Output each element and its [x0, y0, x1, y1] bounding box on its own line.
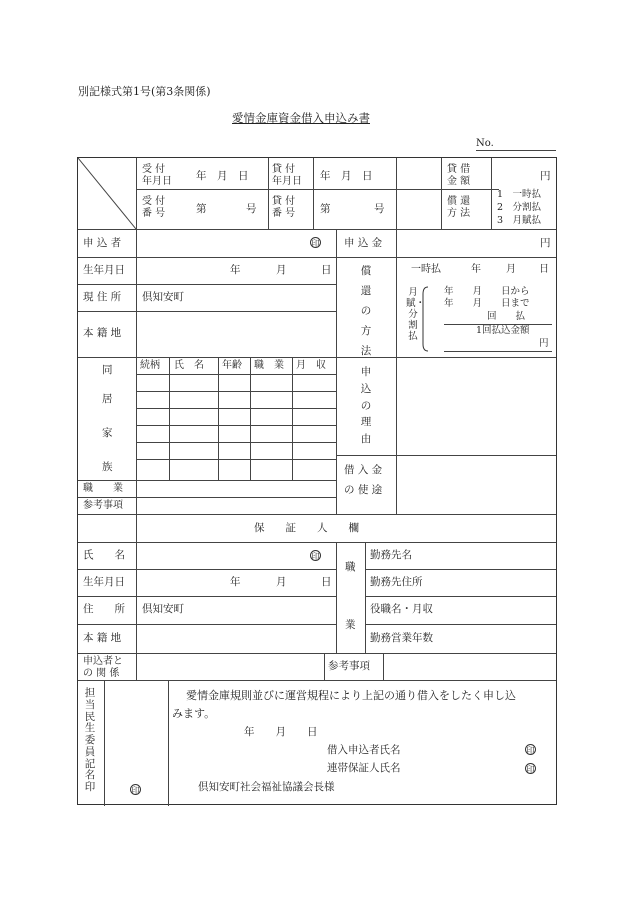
per-payment-label: 1回払込金額 [476, 325, 530, 336]
per-payment-yen: 円 [539, 338, 549, 349]
col-line [491, 158, 492, 229]
honseki-label: 本 籍 地 [83, 327, 122, 339]
statement-line-1: 愛情金庫規則並びに運営規程により上記の通り借入をしたく申し込 [186, 689, 516, 702]
reason-field[interactable] [398, 359, 554, 455]
installment-label: 月賦・分割払 [406, 287, 426, 343]
col-income: 月 収 [296, 360, 326, 371]
application-form [77, 157, 557, 805]
amount-label: 申 込 金 [344, 237, 383, 249]
addressee: 倶知安町社会福祉協議会長様 [198, 781, 335, 793]
col-line [396, 158, 397, 229]
row-line [78, 514, 556, 515]
family-row-line [136, 425, 336, 426]
guarantor-honseki-label: 本 籍 地 [83, 632, 122, 644]
row-line [78, 284, 336, 285]
row-line [365, 596, 556, 597]
uketsuke-dai: 第 [196, 203, 207, 215]
applicant-seal-mark: 印 [311, 239, 320, 248]
col-line [441, 158, 442, 229]
row-line [78, 569, 336, 570]
col-line [268, 158, 269, 229]
applicant-label: 申 込 者 [83, 237, 122, 249]
row-line [78, 542, 556, 543]
row-line [78, 497, 336, 498]
col-line [336, 229, 337, 514]
family-row-line [136, 374, 336, 375]
row-line [78, 680, 556, 681]
row-line [78, 257, 556, 258]
employer-label: 勤務先名 [370, 549, 412, 561]
col-line [324, 653, 325, 680]
usage-label: 借 入 金 の 使 途 [344, 464, 383, 496]
uketsuke-date-label: 受 付 年月日 [142, 164, 172, 187]
shoku-char: 職 [345, 561, 356, 573]
employer-address-label: 勤務先住所 [370, 576, 423, 588]
col-line [383, 653, 384, 680]
kashitsuke-dai: 第 [320, 203, 331, 215]
birth-month: 月 [276, 264, 287, 276]
birth-label: 生年月日 [83, 264, 125, 276]
row-line [78, 229, 556, 230]
lump-month: 月 [506, 264, 516, 275]
amount-yen: 円 [540, 237, 551, 249]
guarantor-name-sign-label: 連帯保証人氏名 [327, 762, 401, 774]
applicant-sign-seal-mark: 印 [526, 746, 535, 755]
per-payment-line [444, 351, 552, 352]
uketsuke-no-label: 受 付 番 号 [142, 196, 166, 219]
family-row-line [136, 408, 336, 409]
family-col-line [292, 357, 293, 480]
family-col-line [169, 357, 170, 480]
family-col-line [218, 357, 219, 480]
birth-day: 日 [321, 264, 332, 276]
row-line [78, 653, 556, 654]
col-line [336, 542, 337, 653]
address-value[interactable]: 倶知安町 [142, 291, 184, 303]
guarantor-birth-day: 日 [321, 576, 332, 588]
lump-label: 一時払 [411, 264, 441, 275]
repay-option-2[interactable]: 2 分割払 [497, 202, 542, 213]
installment-bracket [421, 286, 429, 352]
usage-field[interactable] [398, 457, 554, 512]
kashitsuke-date-label: 貸 付 年月日 [272, 164, 302, 187]
kashitsuke-no-label: 貸 付 番 号 [272, 196, 296, 219]
no-label: No. [476, 138, 494, 149]
kashitsuke-date-field[interactable]: 年 月 日 [320, 170, 373, 182]
guarantor-name-label: 氏 名 [83, 549, 125, 561]
guarantor-seal-mark: 印 [311, 552, 320, 561]
kashitsuke-go: 号 [374, 203, 385, 215]
statement-date[interactable]: 年 月 日 [244, 726, 318, 738]
years-label: 勤務営業年数 [370, 632, 433, 644]
family-row-line [136, 391, 336, 392]
officer-seal-field[interactable] [106, 682, 166, 802]
family-char-3: 家 [102, 427, 113, 439]
statement-line-2: みます。 [172, 707, 216, 720]
lump-day: 日 [539, 264, 549, 275]
col-line [365, 542, 366, 653]
col-line [396, 229, 397, 514]
loan-amount-yen: 円 [540, 170, 551, 182]
col-line [168, 680, 169, 806]
installment-from[interactable]: 年 月 日から [444, 286, 530, 297]
guarantor-sign-seal-mark: 印 [526, 765, 535, 774]
col-line [136, 542, 137, 680]
occupation-label: 職 業 [83, 483, 123, 494]
family-col-line [250, 357, 251, 480]
guarantor-address-value[interactable]: 倶知安町 [142, 603, 184, 615]
guarantor-birth-year: 年 [230, 576, 241, 588]
family-char-2: 居 [102, 393, 113, 405]
row-line [78, 311, 336, 312]
guarantor-notes-label: 参考事項 [328, 660, 370, 672]
diagonal-slash [78, 158, 136, 229]
guarantor-section-title: 保 証 人 欄 [254, 522, 359, 534]
repay-option-3[interactable]: 3 月賦払 [497, 215, 542, 226]
officer-label: 担当民生委員記名印 [84, 687, 96, 793]
family-char-4: 族 [102, 461, 113, 473]
no-field-line[interactable] [476, 150, 556, 151]
col-age: 年齢 [222, 360, 242, 371]
row-line [78, 596, 336, 597]
officer-seal-mark: 印 [131, 786, 140, 795]
shokan-method-label: 償還の方法 [360, 265, 372, 357]
col-name: 氏 名 [174, 360, 204, 371]
reason-label: 申込の理由 [360, 366, 372, 446]
row-line [336, 455, 556, 456]
applicant-name-field[interactable] [138, 231, 308, 255]
row-line [78, 357, 556, 358]
family-char-1: 同 [102, 364, 113, 376]
lump-year: 年 [471, 264, 481, 275]
position-label: 役職名・月収 [370, 603, 433, 615]
uketsuke-date-field[interactable]: 年 月 日 [196, 170, 249, 182]
notes-label: 参考事項 [83, 500, 123, 511]
form-code: 別記様式第1号(第3条関係) [78, 85, 211, 98]
col-line [313, 158, 314, 229]
installment-until[interactable]: 年 月 日まで [444, 298, 530, 309]
uketsuke-go: 号 [246, 203, 257, 215]
row-line [78, 624, 336, 625]
applicant-name-label: 借入申込者氏名 [327, 744, 401, 756]
row-line [365, 624, 556, 625]
row-line [136, 189, 499, 190]
col-line [136, 158, 137, 542]
form-title: 愛情金庫資金借入申込み書 [232, 111, 370, 125]
installment-times[interactable]: 回 払 [487, 311, 526, 322]
repay-option-1[interactable]: 1 一時払 [497, 189, 542, 200]
row-line [78, 480, 336, 481]
family-row-line [136, 442, 336, 443]
col-occupation: 職 業 [254, 360, 284, 371]
family-row-line [136, 459, 336, 460]
repay-method-label: 償 還 方 法 [447, 196, 471, 219]
guarantor-address-label: 住 所 [83, 603, 125, 615]
col-line [104, 680, 105, 806]
row-line [365, 569, 556, 570]
guarantor-birth-month: 月 [276, 576, 287, 588]
loan-amount-label: 貸 借 金 額 [447, 164, 471, 187]
gyo-char: 業 [345, 619, 356, 631]
birth-year: 年 [230, 264, 241, 276]
col-relation: 続柄 [140, 360, 160, 371]
address-label: 現 住 所 [83, 291, 122, 303]
relation-label: 申込者と の 関 係 [83, 656, 123, 679]
guarantor-birth-label: 生年月日 [83, 576, 125, 588]
